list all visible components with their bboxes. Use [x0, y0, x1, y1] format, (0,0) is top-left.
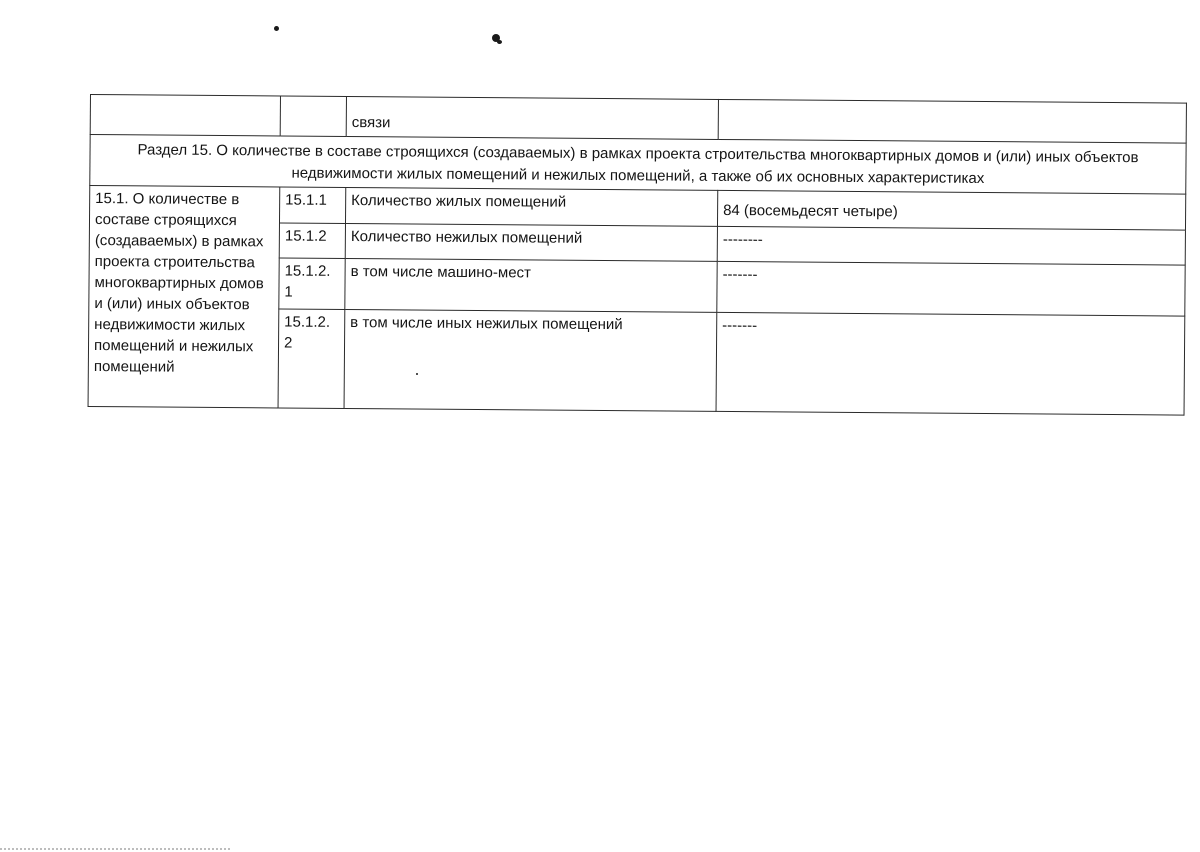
- item-number: 15.1.1: [279, 187, 345, 224]
- section-title: Раздел 15. О количестве в составе строящихся (создаваемых) в рамках проекта строительства многоквартирных домов и (или) иных объектов недвижимости жилых помещений и нежилых помещений, а также об их основных характеристиках: [90, 135, 1186, 195]
- scan-speck: [497, 40, 502, 44]
- table-cell: [280, 96, 346, 137]
- item-number: 15.1.2: [279, 223, 345, 259]
- group-label: 15.1. О количестве в составе строящихся (создаваемых) в рамках проекта строительства многоквартирных домов и (или) иных объектов недвижимости жилых помещений и нежилых помещений: [88, 186, 280, 408]
- scan-edge-artifact: [0, 845, 230, 850]
- item-label: Количество жилых помещений: [345, 188, 717, 227]
- scan-speck: [274, 26, 279, 31]
- characteristics-table: [88, 94, 1187, 416]
- item-label: в том числе машино-мест: [345, 259, 717, 313]
- section-header-row: [90, 135, 1186, 195]
- item-value: 84 (восемьдесят четыре): [717, 190, 1185, 230]
- item-label: в том числе иных нежилых помещений: [344, 310, 717, 412]
- item-label: Количество нежилых помещений: [345, 224, 717, 262]
- continued-text-cell: связи: [346, 97, 718, 140]
- table-cell: [718, 99, 1186, 143]
- item-number: 15.1.2. 1: [279, 258, 345, 310]
- table-row: [89, 186, 1185, 231]
- item-number: 15.1.2. 2: [278, 309, 345, 409]
- item-value: -------: [716, 312, 1185, 415]
- item-value: --------: [717, 226, 1185, 265]
- table-cell: [90, 95, 280, 136]
- item-value: -------: [717, 261, 1185, 316]
